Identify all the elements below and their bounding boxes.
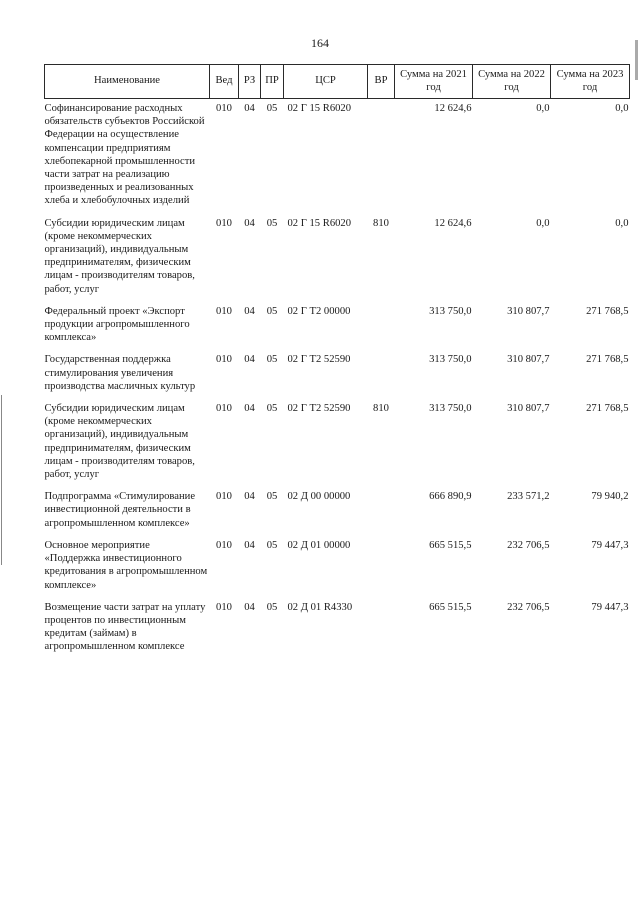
- row-rz: 04: [244, 217, 255, 229]
- row-ved: 010: [216, 103, 232, 114]
- row-pr: 05: [266, 403, 278, 415]
- row-csr: 02 Г Т2 52590: [287, 403, 351, 415]
- right-margin-mark: [635, 40, 638, 80]
- row-rz: 04: [244, 103, 255, 114]
- row-ved: 010: [216, 539, 232, 551]
- row-pr: 05: [266, 354, 278, 366]
- row-sum-2023: 79 447,3: [591, 539, 629, 551]
- row-sum-2022: 232 706,5: [507, 539, 550, 551]
- row-name: Подпрограмма «Стимулирование инвестиционной деятельности в агропромышленном комплексе»: [44, 491, 196, 529]
- row-name: Основное мероприятие «Поддержка инвестиционного кредитования в агропромышленном комплексе»: [44, 539, 208, 591]
- row-sum-2023: 271 768,5: [586, 403, 629, 415]
- budget-table: [44, 64, 630, 660]
- row-vr: [368, 350, 395, 399]
- row-csr: 02 Г 15 R6020: [287, 103, 352, 114]
- row-pr: 05: [266, 305, 278, 317]
- row-rz: 04: [244, 403, 255, 415]
- row-pr: 05: [266, 103, 278, 114]
- row-sum-2023: 0,0: [615, 217, 629, 229]
- row-ved: 010: [216, 601, 232, 613]
- row-name: Субсидии юридическим лицам (кроме некоммерческих организаций), индивидуальным предпринимателям, физическим лицам - производителям товаров, работ, услуг: [44, 403, 195, 481]
- left-margin-mark: [1, 395, 2, 565]
- table-row: [45, 487, 630, 536]
- row-sum-2023: 271 768,5: [586, 354, 629, 366]
- row-sum-2023: 0,0: [615, 103, 629, 114]
- row-vr: [368, 487, 395, 536]
- row-rz: 04: [244, 601, 255, 613]
- page-number: 164: [311, 36, 329, 50]
- row-name: Государственная поддержка стимулирования увеличения производства масличных культур: [44, 354, 196, 392]
- header-sum-2023: Сумма на 2023 год: [551, 65, 630, 99]
- row-sum-2022: 310 807,7: [507, 354, 550, 366]
- row-sum-2023: 79 940,2: [591, 491, 629, 503]
- header-rz: РЗ: [239, 65, 261, 99]
- row-sum-2021: 12 624,6: [434, 103, 472, 114]
- table-row: [45, 598, 630, 660]
- row-pr: 05: [266, 539, 278, 551]
- row-vr: [368, 598, 395, 660]
- header-sum-2021: Сумма на 2021 год: [395, 65, 473, 99]
- row-vr: 810: [373, 217, 389, 229]
- row-sum-2023: 271 768,5: [586, 305, 629, 317]
- header-csr: ЦСР: [284, 65, 368, 99]
- table-row: [45, 399, 630, 487]
- row-sum-2022: 310 807,7: [507, 305, 550, 317]
- header-sum-2022: Сумма на 2022 год: [473, 65, 551, 99]
- row-sum-2022: 0,0: [536, 103, 550, 114]
- row-rz: 04: [244, 354, 255, 366]
- row-ved: 010: [216, 217, 232, 229]
- row-sum-2022: 232 706,5: [507, 601, 550, 613]
- row-ved: 010: [216, 403, 232, 415]
- header-name: Наименование: [45, 65, 210, 99]
- row-vr: [368, 536, 395, 598]
- row-name: Софинансирование расходных обязательств субъектов Российской Федерации на осуществление компенсации предприятиям хлебопекарной промышленности части затрат на реализацию произведенных и реализованных хлеба и хлебобулочных изделий: [44, 103, 205, 207]
- row-sum-2021: 665 515,5: [429, 539, 472, 551]
- row-sum-2021: 313 750,0: [429, 305, 472, 317]
- row-csr: 02 Г Т2 52590: [287, 354, 351, 366]
- row-ved: 010: [216, 305, 232, 317]
- row-sum-2021: 665 515,5: [429, 601, 472, 613]
- row-sum-2023: 79 447,3: [591, 601, 629, 613]
- table-row: [45, 214, 630, 302]
- row-csr: 02 Г Т2 00000: [287, 305, 351, 317]
- row-vr: 810: [373, 403, 389, 415]
- row-sum-2022: 233 571,2: [507, 491, 550, 503]
- row-sum-2021: 313 750,0: [429, 354, 472, 366]
- row-name: Возмещение части затрат на уплату процентов по инвестиционным кредитам (займам) в агропромышленном комплексе: [44, 601, 206, 653]
- header-vr: ВР: [368, 65, 395, 99]
- row-sum-2021: 12 624,6: [434, 217, 472, 229]
- row-rz: 04: [244, 305, 255, 317]
- row-sum-2021: 666 890,9: [429, 491, 472, 503]
- row-rz: 04: [244, 539, 255, 551]
- row-name: Федеральный проект «Экспорт продукции агропромышленного комплекса»: [44, 305, 190, 344]
- row-sum-2022: 310 807,7: [507, 403, 550, 415]
- row-csr: 02 Д 01 R4330: [287, 601, 353, 613]
- row-pr: 05: [266, 491, 278, 503]
- table-row: [45, 536, 630, 598]
- row-pr: 05: [266, 601, 278, 613]
- row-sum-2022: 0,0: [536, 217, 550, 229]
- table-header-row: [45, 65, 630, 99]
- row-ved: 010: [216, 491, 232, 503]
- row-name: Субсидии юридическим лицам (кроме некоммерческих организаций), индивидуальным предпринимателям, физическим лицам - производителям товаров, работ, услуг: [44, 217, 195, 295]
- row-sum-2021: 313 750,0: [429, 403, 472, 415]
- row-csr: 02 Д 00 00000: [287, 491, 351, 503]
- header-ved: Вед: [210, 65, 239, 99]
- table-row: [45, 350, 630, 399]
- header-pr: ПР: [261, 65, 284, 99]
- row-rz: 04: [244, 491, 255, 503]
- row-vr: [368, 99, 395, 214]
- row-csr: 02 Г 15 R6020: [287, 217, 352, 229]
- row-vr: [368, 302, 395, 351]
- row-ved: 010: [216, 354, 232, 366]
- table-row: [45, 302, 630, 351]
- row-pr: 05: [266, 217, 278, 229]
- row-csr: 02 Д 01 00000: [287, 539, 351, 551]
- table-row: [45, 99, 630, 214]
